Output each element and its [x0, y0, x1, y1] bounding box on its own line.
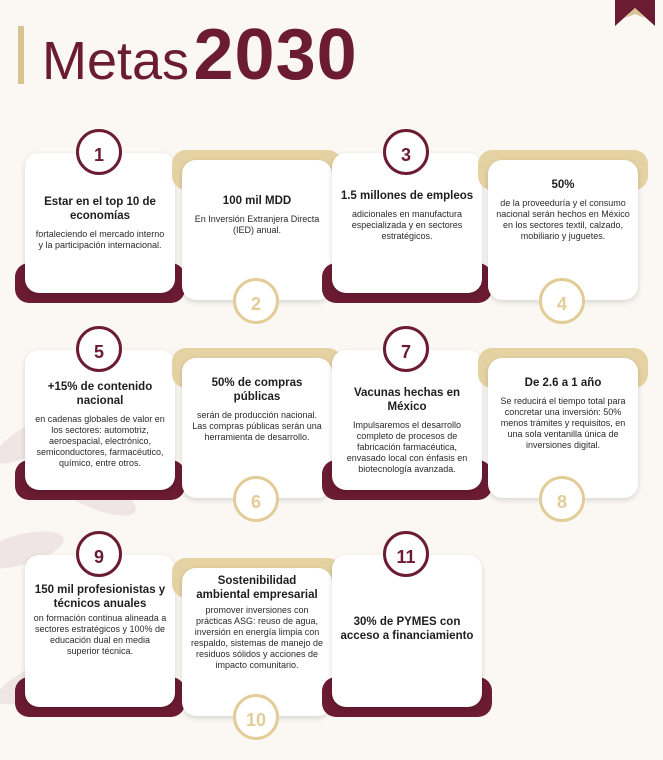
corner-ornament-icon: [615, 0, 655, 26]
goal-description-2: En Inversión Extranjera Directa (IED) anual.: [194, 214, 320, 235]
goal-card-8: [488, 358, 638, 512]
goal-title-4: 50%: [551, 179, 575, 191]
goal-title-3: 1.5 millones de empleos: [340, 190, 474, 202]
goal-description-4: de la proveeduría y el consumo nacional serán hechos en México en los sectores textil, calzado, mobiliario y juguetes.: [496, 198, 630, 241]
goal-description-5: en cadenas globales de valor en los sectores: automotriz, aeroespacial, electrónico, semiconductores, farmacéutico, químico, entre otros.: [35, 414, 165, 468]
page-title: [42, 15, 358, 110]
goal-title-7: Vacunas hechas en México: [353, 387, 461, 413]
goal-card-7: [332, 342, 482, 490]
goal-title-6: 50% de compras públicas: [211, 377, 303, 403]
title-year: 2030: [193, 15, 358, 95]
goal-card-3: [332, 145, 482, 293]
goal-description-1: fortaleciendo el mercado interno y la participación internacional.: [35, 229, 165, 250]
goal-description-10: promover inversiones con prácticas ASG: reuso de agua, inversión en energía limpia con respaldo, sistemas de manejo de residuos sólidos y acciones de impacto comunitario.: [190, 605, 324, 670]
goal-description-9: on formación continua alineada a sectores estratégicos y 100% de educación dual en media superior técnica.: [33, 613, 167, 656]
goal-number-8: 8: [539, 476, 585, 522]
goal-number-3: 3: [383, 129, 429, 175]
goal-number-9: 9: [76, 531, 122, 577]
goal-card-1: [25, 145, 175, 293]
goal-title-9: 150 mil profesionistas y técnicos anuales: [34, 584, 166, 610]
goal-description-6: serán de producción nacional. Las compras públicas serán una herramienta de desarrollo.: [192, 410, 322, 442]
goal-description-7: Impulsaremos el desarrollo completo de procesos de fabricación farmacéutica, envasado local con énfasis en biotecnología avanzada.: [346, 420, 468, 474]
goal-title-2: 100 mil MDD: [222, 195, 292, 207]
goal-number-2: 2: [233, 278, 279, 324]
goal-title-5: +15% de contenido nacional: [47, 381, 153, 407]
goal-card-4: [488, 160, 638, 314]
goal-card-2: [182, 160, 332, 314]
goal-title-11: 30% de PYMES con acceso a financiamiento: [340, 616, 474, 642]
goal-description-8: Se reducirá el tiempo total para concretar una inversión: 50% menos trámites y requisitos, en una sola ventanilla única de inversiones digital.: [500, 396, 626, 450]
goal-title-1: Estar en el top 10 de economías: [44, 196, 156, 222]
goal-title-8: De 2.6 a 1 año: [524, 377, 602, 389]
goal-number-5: 5: [76, 326, 122, 372]
goal-number-10: 10: [233, 694, 279, 740]
title-word: Metas: [42, 31, 190, 91]
goal-card-11: [332, 547, 482, 707]
header-accent-bar: [18, 26, 24, 84]
goal-number-1: 1: [76, 129, 122, 175]
goal-card-5: [25, 342, 175, 490]
goal-card-6: [182, 358, 332, 512]
goal-number-4: 4: [539, 278, 585, 324]
goal-description-3: adicionales en manufactura especializada y en sectores estratégicos.: [351, 209, 463, 241]
goal-number-11: 11: [383, 531, 429, 577]
goal-card-9: [25, 547, 175, 707]
goal-card-10: [182, 568, 332, 730]
goal-title-10: Sostenibilidad ambiental empresarial: [196, 575, 318, 601]
goal-number-6: 6: [233, 476, 279, 522]
goal-number-7: 7: [383, 326, 429, 372]
